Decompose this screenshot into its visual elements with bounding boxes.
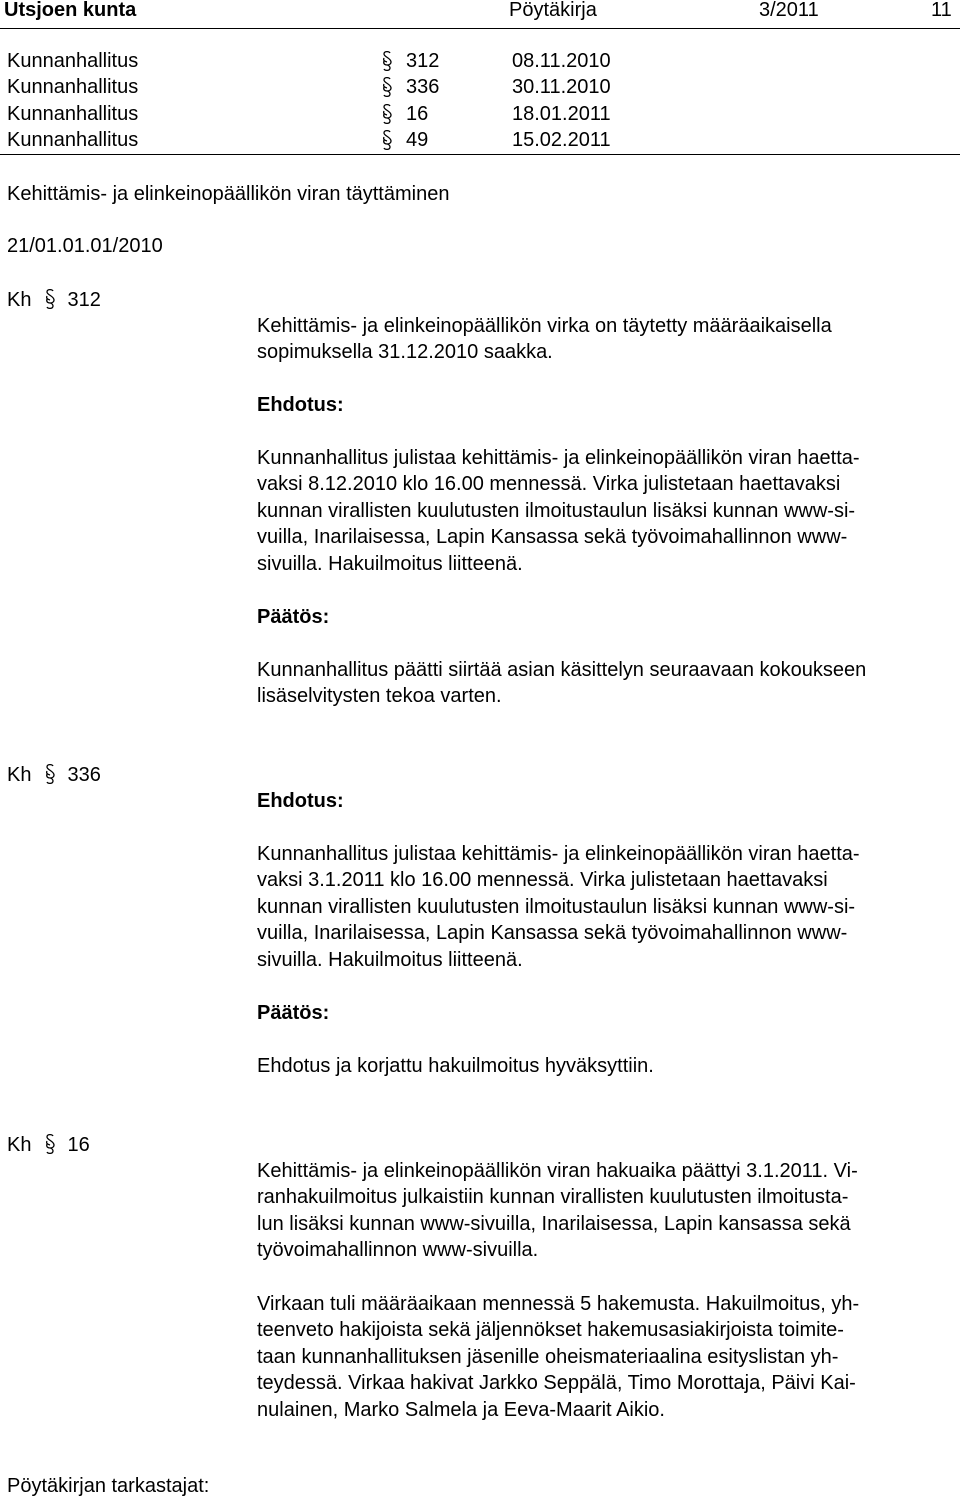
matter-title: Kehittämis- ja elinkeinopäällikön viran täyttäminen [7,183,450,205]
meetings-rule [0,154,960,155]
text-line: kunnan virallisten kuulutusten ilmoitustaulun lisäksi kunnan www-si- [257,499,856,522]
section-number: 312 [67,289,101,311]
meeting-section: 16 [406,103,429,125]
text-line: Virkaan tuli määräaikaan mennessä 5 hakemusta. Hakuilmoitus, yh- [257,1293,860,1315]
section-sign-icon [43,763,57,785]
meeting-section: 49 [406,129,429,151]
meeting-body: Kunnanhallitus [7,50,139,72]
text-line: taan kunnanhallituksen jäsenille oheismateriaalina esityslistan yh- [257,1345,839,1368]
section-312-decision [257,657,957,710]
meeting-date: 15.02.2011 [512,129,611,151]
page-number: 11 [931,0,952,21]
text-line: sivuilla. Hakuilmoitus liitteenä. [257,552,523,575]
file-number: 21/01.01.01/2010 [7,235,163,257]
text-line: vaksi 3.1.2011 klo 16.00 mennessä. Virka julistetaan haettavaksi [257,869,828,892]
text-line: sivuilla. Hakuilmoitus liitteenä. [257,948,523,971]
meeting-body: Kunnanhallitus [7,103,139,125]
text-line: teenveto hakijoista sekä jäljennökset hakemusasiakirjoista toimite- [257,1319,844,1342]
section-heading-336 [7,762,101,788]
section-336-decision [257,1053,957,1079]
section-336-proposal [257,841,957,973]
section-312-intro [257,313,957,366]
section-number: 336 [67,764,101,786]
kh-label: Kh [7,289,32,311]
section-heading-312 [7,287,101,313]
meeting-section: 312 [406,50,440,72]
section-heading-16 [7,1132,90,1158]
meeting-date: 08.11.2010 [512,50,611,72]
text-line: vuilla, Inarilaisessa, Lapin Kansassa sekä työvoimahallinnon www- [257,526,848,549]
text-line: ranhakuilmoitus julkaistiin kunnan virallisten kuulutusten ilmoitusta- [257,1186,849,1209]
document-type: Pöytäkirja [509,0,597,21]
text-line: Kehittämis- ja elinkeinopäällikön viran hakuaika päättyi 3.1.2011. Vi- [257,1160,858,1182]
text-line: kunnan virallisten kuulutusten ilmoitustaulun lisäksi kunnan www-si- [257,895,856,918]
section-16-paragraph-2 [257,1291,957,1423]
section-number: 16 [67,1134,90,1156]
section-sign-icon [380,129,394,151]
section-sign-icon [43,288,57,310]
decision-label: Päätös: [257,606,330,628]
meeting-section: 336 [406,76,440,98]
text-line: vuilla, Inarilaisessa, Lapin Kansassa sekä työvoimahallinnon www- [257,922,848,945]
section-16-paragraph-1 [257,1158,957,1264]
text-line: sopimuksella 31.12.2010 saakka. [257,341,553,364]
text-line: Kunnanhallitus julistaa kehittämis- ja elinkeinopäällikön viran haetta- [257,447,860,469]
meeting-body: Kunnanhallitus [7,76,139,98]
section-sign-icon [380,103,394,125]
text-line: lun lisäksi kunnan www-sivuilla, Inarilaisessa, Lapin kansassa sekä [257,1212,851,1235]
text-line: Ehdotus ja korjattu hakuilmoitus hyväksyttiin. [257,1055,654,1077]
text-line: Kehittämis- ja elinkeinopäällikön virka on täytetty määräaikaisella [257,315,832,337]
kh-label: Kh [7,764,32,786]
kh-label: Kh [7,1134,32,1156]
text-line: Kunnanhallitus päätti siirtää asian käsittelyn seuraavaan kokoukseen [257,659,867,681]
municipality-name: Utsjoen kunta [4,0,137,21]
meeting-date: 30.11.2010 [512,76,611,98]
document-number: 3/2011 [759,0,819,21]
section-sign-icon [380,50,394,72]
section-sign-icon [380,76,394,98]
text-line: Kunnanhallitus julistaa kehittämis- ja elinkeinopäällikön viran haetta- [257,843,860,865]
header-rule [0,28,960,29]
decision-label: Päätös: [257,1002,330,1024]
text-line: nulainen, Marko Salmela ja Eeva-Maarit Aikio. [257,1398,665,1421]
section-312-proposal [257,445,957,577]
proposal-label: Ehdotus: [257,394,344,416]
reviewers-label: Pöytäkirjan tarkastajat: [7,1475,210,1497]
meeting-date: 18.01.2011 [512,103,611,125]
proposal-label: Ehdotus: [257,790,344,812]
text-line: lisäselvitysten tekoa varten. [257,685,502,708]
section-sign-icon [43,1133,57,1155]
text-line: teydessä. Virkaa hakivat Jarkko Seppälä, Timo Morottaja, Päivi Kai- [257,1372,856,1395]
text-line: työvoimahallinnon www-sivuilla. [257,1239,539,1262]
meeting-body: Kunnanhallitus [7,129,139,151]
text-line: vaksi 8.12.2010 klo 16.00 mennessä. Virka julistetaan haettavaksi [257,473,841,496]
